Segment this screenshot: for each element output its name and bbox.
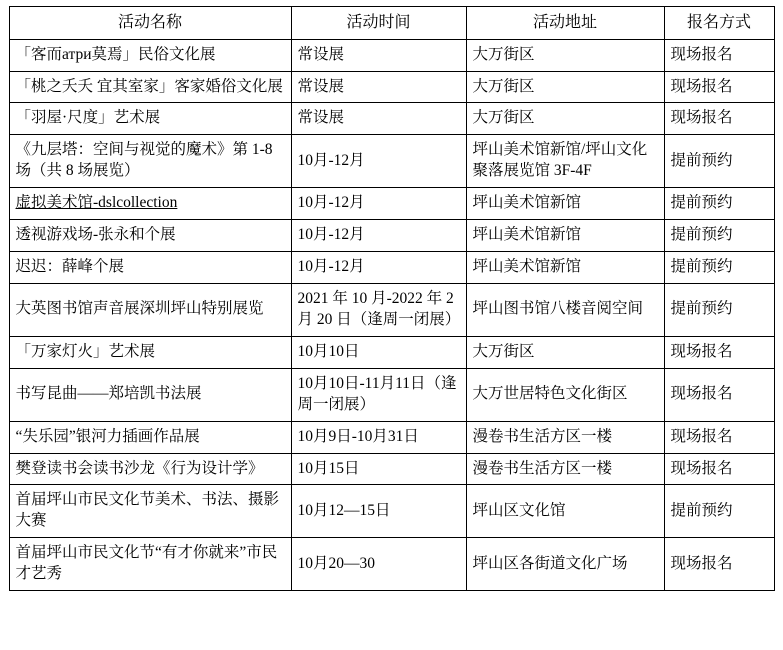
- cell-signup-method: 现场报名: [664, 71, 774, 103]
- cell-activity-time: 10月10日: [291, 336, 466, 368]
- cell-activity-time: 10月-12月: [291, 220, 466, 252]
- cell-activity-place: 大万街区: [466, 336, 664, 368]
- table-row: [9, 368, 774, 421]
- cell-activity-place: 坪山美术馆新馆: [466, 188, 664, 220]
- cell-activity-time: 10月-12月: [291, 135, 466, 188]
- cell-signup-method: 现场报名: [664, 336, 774, 368]
- cell-activity-place: 漫卷书生活方区一楼: [466, 421, 664, 453]
- cell-activity-time: 10月-12月: [291, 188, 466, 220]
- cell-activity-place: 大万街区: [466, 71, 664, 103]
- table-row: [9, 188, 774, 220]
- cell-activity-place: 大万世居特色文化街区: [466, 368, 664, 421]
- cell-activity-time: 10月-12月: [291, 252, 466, 284]
- table-row: [9, 220, 774, 252]
- cell-activity-name: 《九层塔：空间与视觉的魔术》第 1-8 场（共 8 场展览）: [9, 135, 291, 188]
- cell-activity-place: 坪山美术馆新馆/坪山文化聚落展览馆 3F-4F: [466, 135, 664, 188]
- cell-activity-time: 常设展: [291, 71, 466, 103]
- cell-activity-name: 大英图书馆声音展深圳坪山特别展览: [9, 283, 291, 336]
- cell-signup-method: 提前预约: [664, 220, 774, 252]
- table-row: [9, 71, 774, 103]
- table-row: [9, 538, 774, 591]
- cell-activity-place: 坪山美术馆新馆: [466, 220, 664, 252]
- cell-activity-name: 「桃之夭夭 宜其室家」客家婚俗文化展: [9, 71, 291, 103]
- table-row: [9, 421, 774, 453]
- cell-signup-method: 提前预约: [664, 283, 774, 336]
- column-header-time: 活动时间: [291, 7, 466, 40]
- cell-activity-place: 大万街区: [466, 39, 664, 71]
- table-header: [9, 7, 774, 40]
- table-row: [9, 252, 774, 284]
- table-body: [9, 39, 774, 591]
- cell-activity-time: 10月9日-10月31日: [291, 421, 466, 453]
- table-row: [9, 485, 774, 538]
- cell-signup-method: 现场报名: [664, 39, 774, 71]
- cell-activity-place: 坪山区各街道文化广场: [466, 538, 664, 591]
- cell-activity-name: 首届坪山市民文化节“有才你就来”市民才艺秀: [9, 538, 291, 591]
- table-header-row: [9, 7, 774, 40]
- cell-activity-name: 首届坪山市民文化节美术、书法、摄影大赛: [9, 485, 291, 538]
- cell-activity-time: 10月20—30: [291, 538, 466, 591]
- cell-activity-place: 坪山图书馆八楼音阅空间: [466, 283, 664, 336]
- column-header-place: 活动地址: [466, 7, 664, 40]
- table-row: [9, 39, 774, 71]
- cell-activity-name: 「万家灯火」艺术展: [9, 336, 291, 368]
- cell-activity-place: 坪山区文化馆: [466, 485, 664, 538]
- table-row: [9, 103, 774, 135]
- cell-activity-place: 坪山美术馆新馆: [466, 252, 664, 284]
- cell-activity-time: 10月12—15日: [291, 485, 466, 538]
- cell-activity-time: 10月10日-11月11日（逢周一闭展）: [291, 368, 466, 421]
- cell-signup-method: 提前预约: [664, 485, 774, 538]
- cell-activity-time: 常设展: [291, 39, 466, 71]
- cell-signup-method: 现场报名: [664, 421, 774, 453]
- table-row: [9, 336, 774, 368]
- cell-activity-name: 书写昆曲——郑培凯书法展: [9, 368, 291, 421]
- cell-activity-time: 2021 年 10 月-2022 年 2 月 20 日（逢周一闭展）: [291, 283, 466, 336]
- cell-signup-method: 现场报名: [664, 453, 774, 485]
- cell-signup-method: 提前预约: [664, 135, 774, 188]
- cell-activity-time: 常设展: [291, 103, 466, 135]
- table-row: [9, 135, 774, 188]
- cell-activity-time: 10月15日: [291, 453, 466, 485]
- column-header-name: 活动名称: [9, 7, 291, 40]
- cell-activity-name: 樊登读书会读书沙龙《行为设计学》: [9, 453, 291, 485]
- cell-signup-method: 现场报名: [664, 538, 774, 591]
- table-row: [9, 283, 774, 336]
- activities-table: [9, 6, 775, 591]
- cell-signup-method: 现场报名: [664, 368, 774, 421]
- cell-signup-method: 现场报名: [664, 103, 774, 135]
- column-header-signup: 报名方式: [664, 7, 774, 40]
- cell-activity-name: 「客而атри莫焉」民俗文化展: [9, 39, 291, 71]
- cell-signup-method: 提前预约: [664, 188, 774, 220]
- cell-activity-name: 「羽屋·尺度」艺术展: [9, 103, 291, 135]
- cell-activity-name: “失乐园”银河力插画作品展: [9, 421, 291, 453]
- table-row: [9, 453, 774, 485]
- cell-activity-name: 虚拟美术馆-dslcollection: [9, 188, 291, 220]
- cell-activity-place: 大万街区: [466, 103, 664, 135]
- cell-activity-name: 迟迟：薛峰个展: [9, 252, 291, 284]
- cell-activity-name: 透视游戏场-张永和个展: [9, 220, 291, 252]
- cell-activity-place: 漫卷书生活方区一楼: [466, 453, 664, 485]
- cell-signup-method: 提前预约: [664, 252, 774, 284]
